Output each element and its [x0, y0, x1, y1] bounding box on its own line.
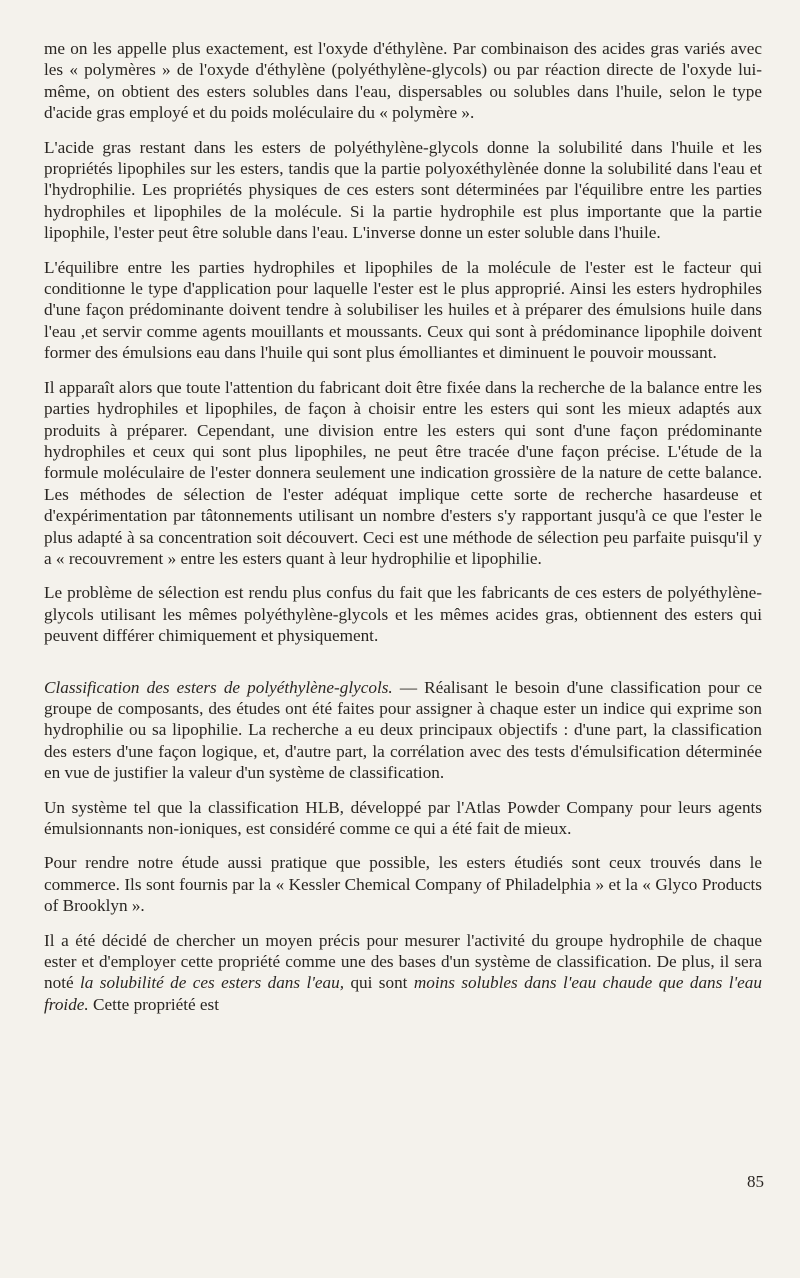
paragraph-9	[44, 930, 762, 1016]
paragraph-9-part-b: qui sont	[344, 973, 414, 993]
paragraph-4: Il apparaît alors que toute l'attention du fabricant doit être fixée dans la recherche de la balance entre les parties hydrophiles et lipophiles, de façon à choisir entre les esters qui sont les mieux adaptés aux produits à préparer. Cependant, une division entre les esters qui sont d'une façon prédominante hydrophiles et ceux qui sont plus lipophiles, ne peut être tracée d'une façon précise. L'étude de la formule moléculaire de l'ester donnera seulement une indication grossière de la nature de cette balance. Les méthodes de sélection de l'ester adéquat implique cette sorte de recherche hasardeuse et d'expérimentation par tâtonnements utilisant un nombre d'esters s'y rapportant jusqu'à ce que l'ester le plus adapté à sa concentration soit découvert. Ceci est une méthode de sélection peu parfaite puisqu'il y a « recouvrement » entre les esters quant à leur hydrophilie et lipophilie.	[44, 377, 762, 568]
page-number: 85	[747, 1172, 764, 1191]
paragraph-6-body: — Réalisant le besoin d'une classification pour ce groupe de composants, des études ont été faites pour assigner à chaque ester un indice qui exprime son hydrophilie ou sa lipophilie. La recherche a eu deux principaux objectifs : d'une part, la classification des esters d'une façon logique, et, d'autre part, la corrélation avec des tests d'émulsification déterminée en vue de justifier la valeur d'un système de classification.	[44, 677, 763, 783]
paragraph-1: me on les appelle plus exactement, est l'oxyde d'éthylène. Par combinaison des acides gras variés avec les « polymères » de l'oxyde d'éthylène (polyéthylène-glycols) ou par réaction directe de l'oxyde lui-même, on obtient des esters solubles dans l'eau, dispersables ou solubles dans l'huile, selon le type d'acide gras employé et du poids moléculaire du « polymère ».	[44, 39, 762, 123]
paragraph-9-italic-a: la solubilité de ces esters dans l'eau,	[80, 973, 345, 993]
paragraph-2: L'acide gras restant dans les esters de polyéthylène-glycols donne la solubilité dans l'huile et les propriétés lipophiles sur les esters, tandis que la partie polyoxéthylènée donne la solubilité dans l'eau et l'hydrophilie. Les propriétés physiques de ces esters sont déterminées par l'équilibre entre les parties hydrophiles et lipophiles de la molécule. Si la partie hydrophile est plus importante que la partie lipophile, l'ester peut être soluble dans l'eau. L'inverse donne un ester soluble dans l'huile.	[44, 137, 762, 243]
paragraph-8: Pour rendre notre étude aussi pratique que possible, les esters étudiés sont ceux trouvés dans le commerce. Ils sont fournis par la « Kessler Chemical Company of Philadelphia » et la « Glyco Products of Brooklyn ».	[44, 853, 762, 916]
paragraph-6	[44, 677, 762, 784]
section-heading: Classification des esters de polyéthylène-glycols.	[44, 677, 393, 697]
paragraph-5: Le problème de sélection est rendu plus confus du fait que les fabricants de ces esters de polyéthylène-glycols utilisant les mêmes polyéthylène-glycols et les mêmes acides gras, obtiennent des esters qui peuvent différer chimiquement et physiquement.	[44, 583, 762, 646]
paragraph-9-part-c: Cette propriété est	[88, 994, 220, 1014]
paragraph-9-part-a: Il a été décidé de chercher un moyen précis pour mesurer l'activité du groupe hydrophile de chaque ester et d'employer cette propriété comme une des bases d'un système de classification. De plus, il sera noté	[44, 930, 762, 993]
paragraph-9-italic-b: moins solubles dans l'eau chaude que dans l'eau froide.	[44, 973, 762, 1014]
paragraph-3: L'équilibre entre les parties hydrophiles et lipophiles de la molécule de l'ester est le facteur qui conditionne le type d'application pour laquelle l'ester est le plus approprié. Ainsi les esters hydrophiles d'une façon prédominante doivent tendre à solubiliser les huiles et à préparer des émulsions huile dans l'eau ,et servir comme agents mouillants et moussants. Ceux qui sont à prédominance lipophile doivent former des émulsions eau dans l'huile qui sont plus émolliantes et diminuent le pouvoir moussant.	[44, 257, 762, 363]
paragraph-7: Un système tel que la classification HLB, développé par l'Atlas Powder Company pour leurs agents émulsionnants non-ioniques, est considéré comme ce qui a été fait de mieux.	[44, 797, 762, 838]
